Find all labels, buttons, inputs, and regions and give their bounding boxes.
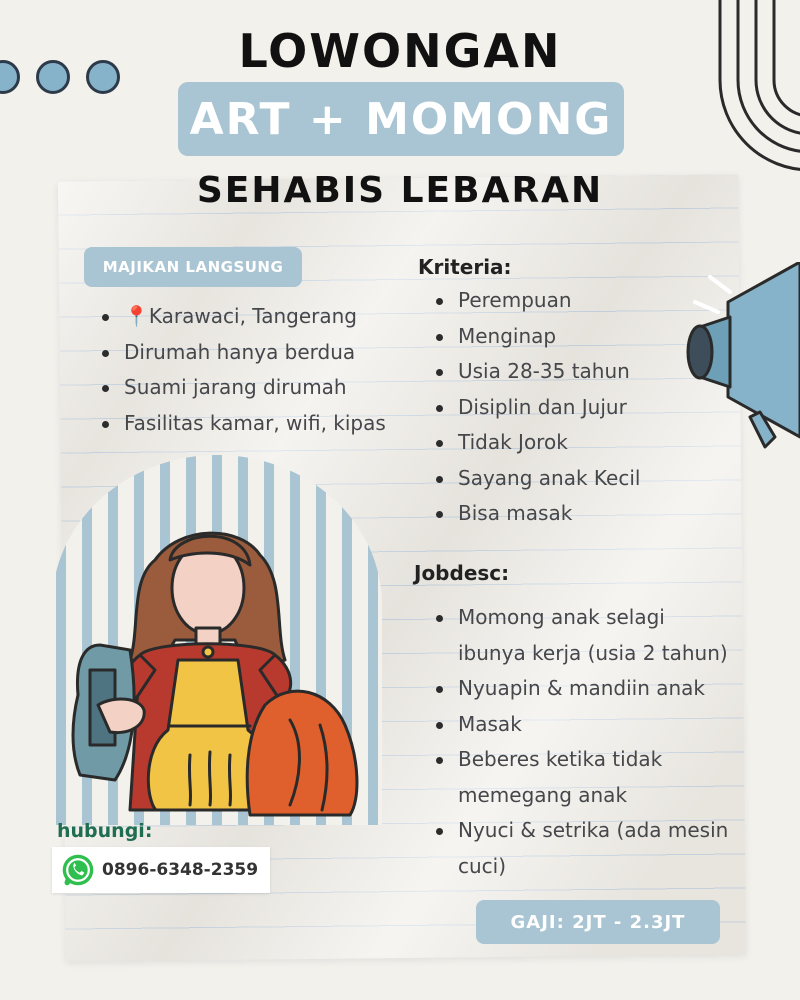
title-sehabis-lebaran: SEHABIS LEBARAN: [196, 170, 604, 211]
hubungi-label: hubungi:: [57, 820, 153, 842]
jobdesc-heading: Jobdesc:: [414, 561, 510, 585]
list-item: Suami jarang dirumah: [102, 370, 392, 406]
list-item: Bisa masak: [436, 496, 716, 532]
whatsapp-icon: [60, 852, 96, 888]
phone-contact[interactable]: [52, 847, 270, 893]
majikan-list: [102, 299, 392, 441]
list-item: Tidak Jorok: [436, 425, 716, 461]
list-item: Usia 28-35 tahun: [436, 354, 716, 390]
list-item: Menginap: [436, 319, 716, 355]
list-item: Fasilitas kamar, wifi, kipas: [102, 406, 392, 442]
list-item: Momong anak selagi ibunya kerja (usia 2 tahun): [436, 600, 736, 671]
majikan-badge: MAJIKAN LANGSUNG: [84, 247, 302, 287]
list-item: Dirumah hanya berdua: [102, 335, 392, 371]
list-item: Sayang anak Kecil: [436, 461, 716, 497]
salary-badge: GAJI: 2JT - 2.3JT: [476, 900, 720, 944]
phone-number[interactable]: 0896-6348-2359: [102, 860, 259, 880]
list-item: Disiplin dan Jujur: [436, 390, 716, 426]
list-item: Nyuapin & mandiin anak: [436, 671, 736, 707]
list-item: Nyuci & setrika (ada mesin cuci): [436, 813, 736, 884]
list-item: Masak: [436, 707, 736, 743]
housekeeper-illustration: [60, 520, 370, 820]
jobdesc-list: [436, 600, 736, 884]
title-lowongan: LOWONGAN: [238, 24, 562, 78]
list-item: 📍Karawaci, Tangerang: [102, 299, 392, 335]
megaphone-icon: [670, 262, 800, 452]
list-item: Perempuan: [436, 283, 716, 319]
kriteria-heading: Kriteria:: [418, 255, 512, 279]
banner-art-momong: ART + MOMONG: [178, 82, 624, 156]
list-item: Beberes ketika tidak memegang anak: [436, 742, 736, 813]
